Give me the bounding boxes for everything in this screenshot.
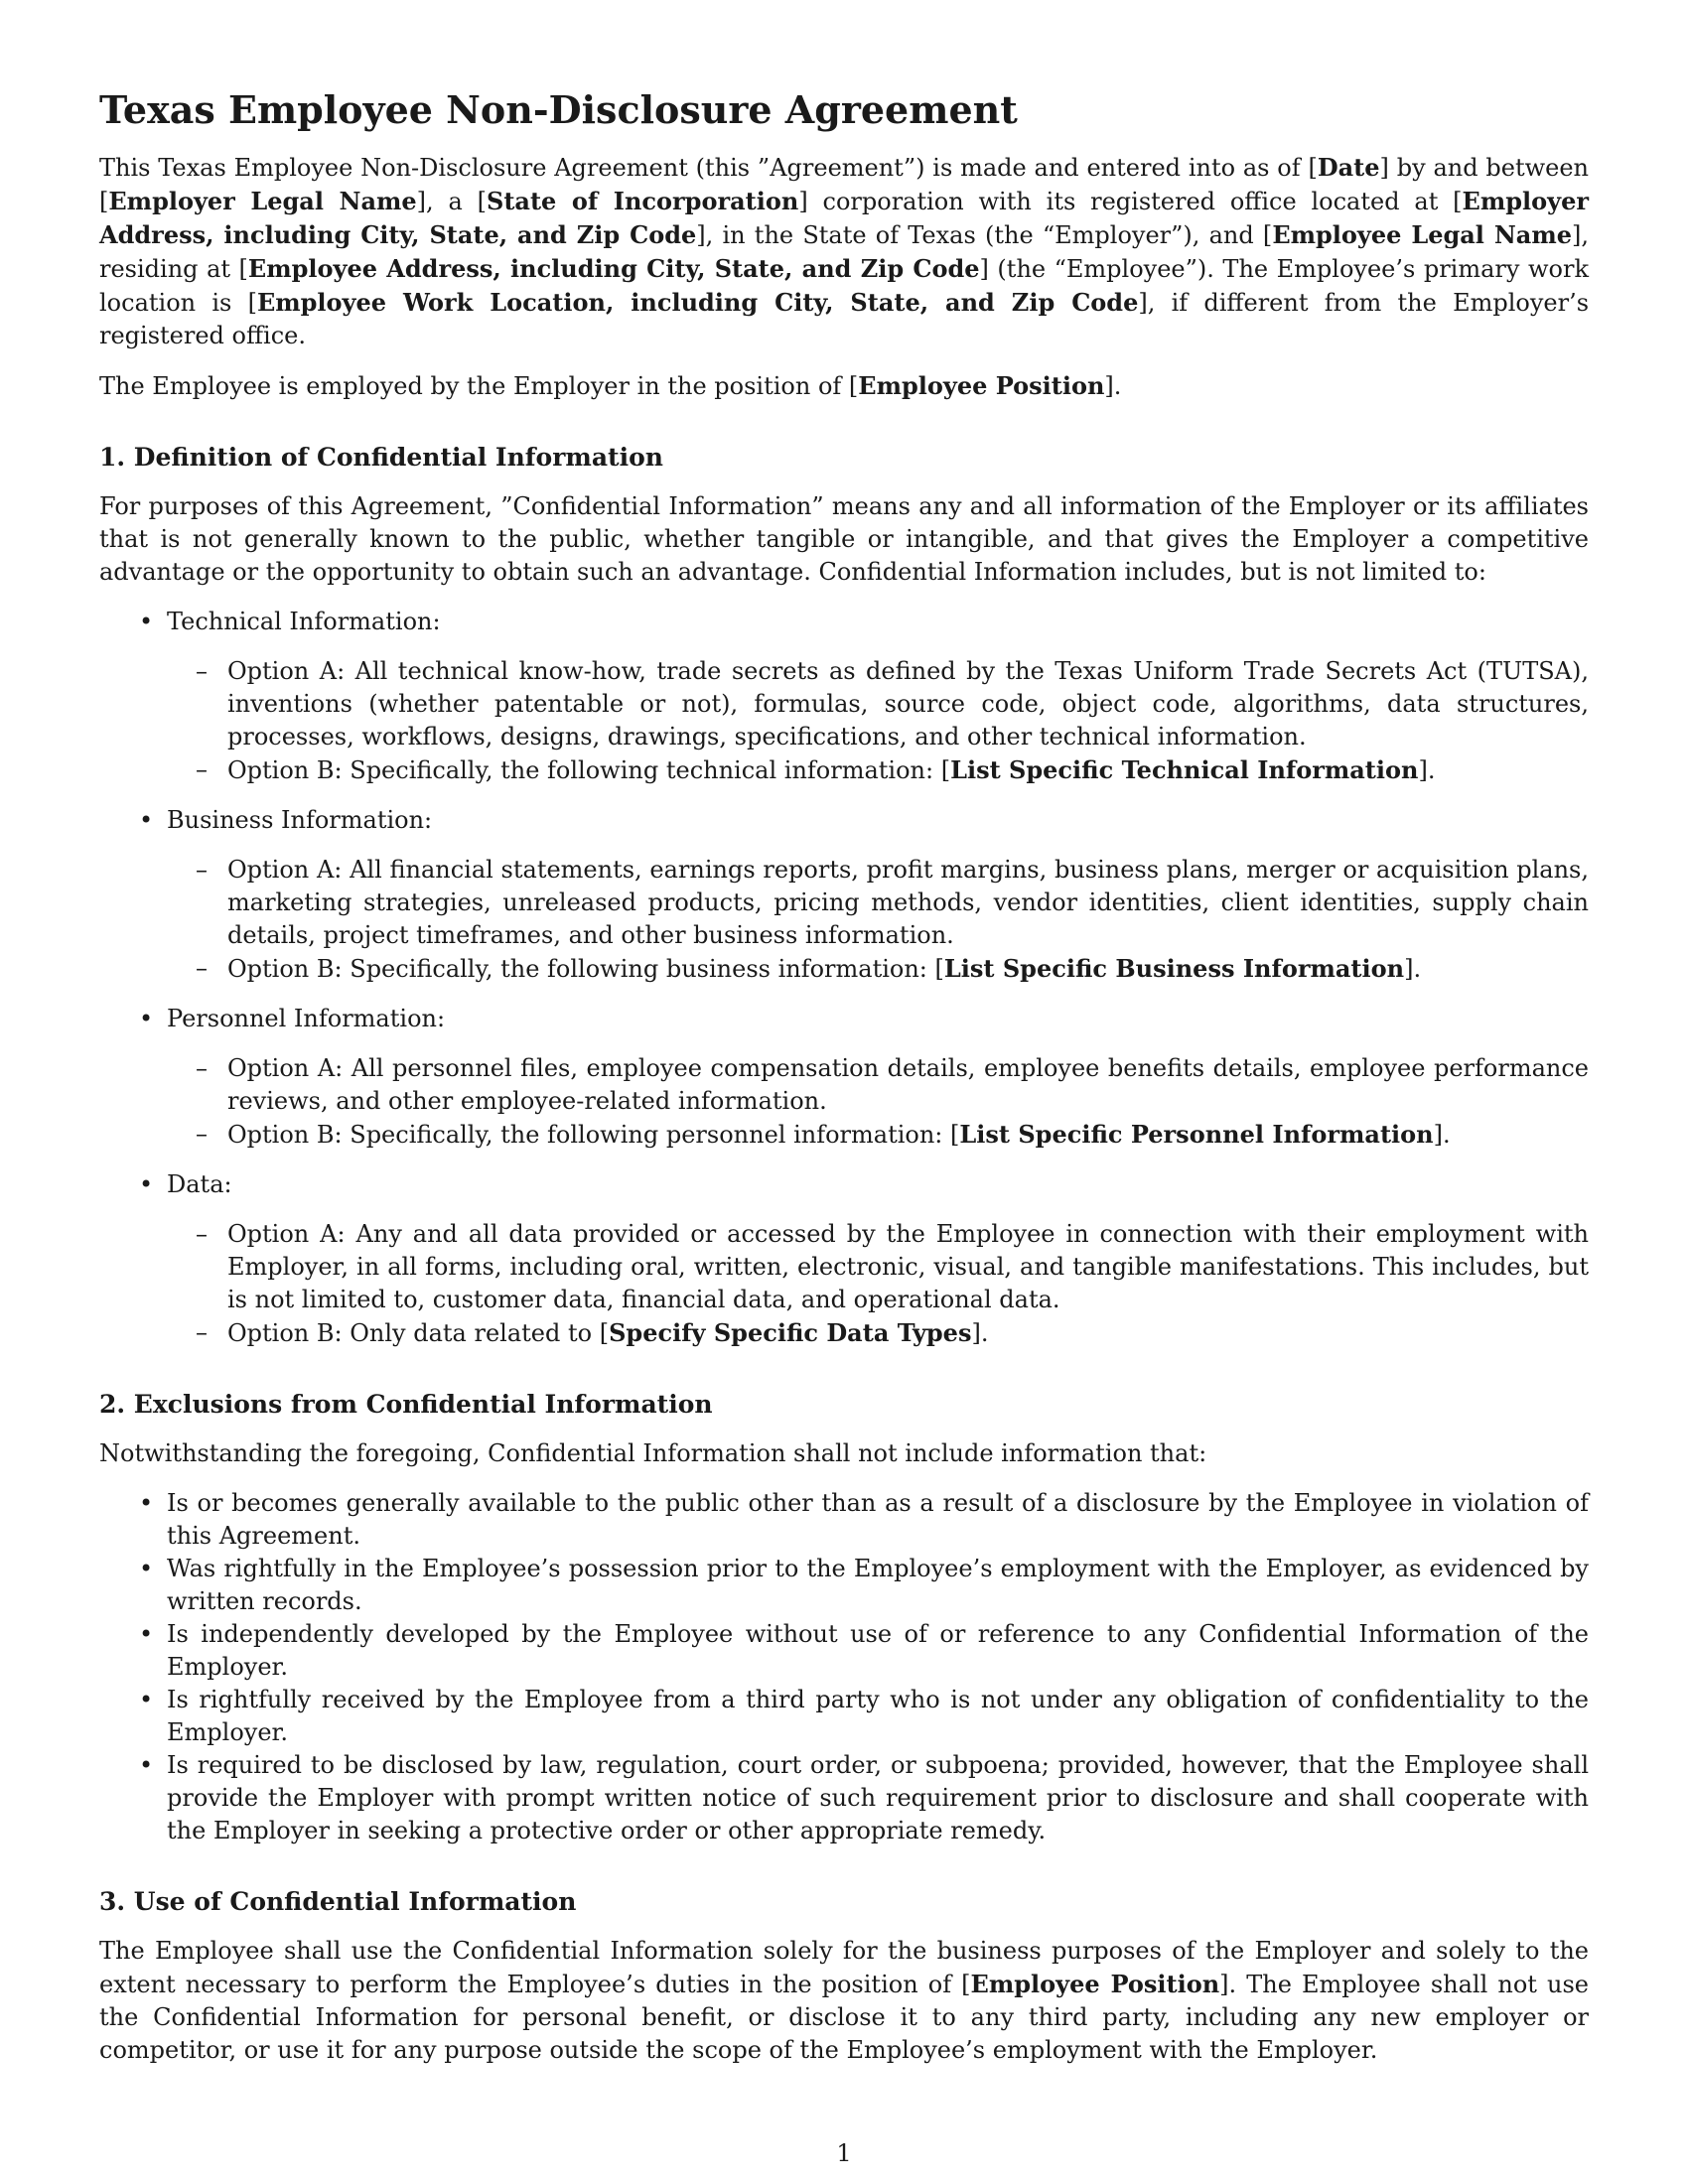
category-item	[139, 1003, 1589, 1152]
employee-position-placeholder: Employee Position	[970, 1970, 1220, 1998]
exclusion-item	[139, 1553, 1589, 1618]
dash-glyph: –	[196, 657, 208, 685]
option-item	[196, 753, 1589, 787]
section-3-text: ]. The Employee shall not use the Confidential Information for personal benefit, or disclose it to any third party, including any new employer or competitor, or use it for any purpose outside the scope of the Employee’s employment with the Employer.	[99, 1971, 1589, 2064]
dash-glyph: –	[196, 755, 208, 783]
dash-glyph: –	[196, 1220, 208, 1248]
dash-glyph: –	[196, 954, 208, 982]
document-body	[99, 87, 1589, 2084]
category-label: Personnel Information:	[167, 1005, 446, 1032]
employer-address-placeholder: Employer Address, including City, State, and Zip Code	[99, 187, 1589, 249]
exclusion-item	[139, 1487, 1589, 1553]
section-2-intro: Notwithstanding the foregoing, Confidential Information shall not include information that:	[99, 1439, 1207, 1467]
option-b-suffix: ].	[1433, 1121, 1451, 1149]
option-b-text: Option B: Only data related to [	[227, 1319, 610, 1347]
option-b-placeholder: List Specific Personnel Information	[959, 1120, 1434, 1149]
category-label: Data:	[167, 1170, 232, 1198]
intro-text: ] (the “Employee”). The Employee’s primary work location is [	[99, 255, 1589, 317]
employee-legal-name-placeholder: Employee Legal Name	[1272, 220, 1572, 249]
exclusion-text: Is required to be disclosed by law, regulation, court order, or subpoena; provided, however, that the Employee shall provide the Employer with prompt written notice of such requirement prior to disclosure and shall cooperate with the Employer in seeking a protective order or other appropriate remedy.	[167, 1751, 1589, 1844]
option-a-text: Option A: All technical know-how, trade secrets as defined by the Texas Uniform Trade Secrets Act (TUTSA), inventions (whether patentable or not), formulas, source code, object code, algorithms, data structures, processes, workflows, designs, drawings, specifications, and other technical information.	[227, 657, 1589, 751]
options-list	[167, 854, 1589, 986]
option-b-placeholder: List Specific Technical Information	[950, 755, 1419, 784]
exclusion-text: Is rightfully received by the Employee from a third party who is not under any obligation of confidentiality to the Employer.	[167, 1686, 1589, 1746]
option-item	[196, 655, 1589, 753]
dash-glyph: –	[196, 1054, 208, 1082]
date-placeholder: Date	[1317, 153, 1380, 182]
employee-position-placeholder: Employee Position	[858, 371, 1105, 400]
option-b-text: Option B: Specifically, the following technical information: [	[227, 756, 951, 784]
confidential-categories-list	[99, 606, 1589, 1350]
state-of-incorporation-placeholder: State of Incorporation	[486, 187, 799, 215]
section-3-paragraph	[99, 1935, 1589, 2067]
option-b-text: Option B: Specifically, the following business information: [	[227, 955, 944, 983]
options-list	[167, 1052, 1589, 1152]
bullet-glyph: •	[139, 1489, 154, 1517]
option-b-placeholder: Specify Specific Data Types	[609, 1318, 972, 1347]
bullet-glyph: •	[139, 1555, 154, 1582]
option-a-text: Option A: Any and all data provided or accessed by the Employee in connection with their employment with Employer, in all forms, including oral, written, electronic, visual, and tangible manifestations. This includes, but is not limited to, customer data, financial data, and operational data.	[227, 1220, 1589, 1313]
category-label: Technical Information:	[167, 608, 441, 635]
exclusion-item	[139, 1684, 1589, 1749]
bullet-glyph: •	[139, 1620, 154, 1648]
exclusions-list	[99, 1487, 1589, 1847]
option-b-suffix: ].	[971, 1319, 989, 1347]
exclusion-text: Is independently developed by the Employee without use of or reference to any Confidential Information of the Employer.	[167, 1620, 1589, 1681]
intro-paragraph	[99, 151, 1589, 352]
option-item	[196, 854, 1589, 952]
option-item	[196, 1052, 1589, 1118]
work-location-placeholder: Employee Work Location, including City, State, and Zip Code	[256, 288, 1139, 317]
option-b-placeholder: List Specific Business Information	[943, 954, 1405, 983]
bullet-glyph: •	[139, 1686, 154, 1713]
section-3-heading: 3. Use of Confidential Information	[99, 1887, 577, 1916]
exclusion-text: Is or becomes generally available to the public other than as a result of a disclosure by the Employee in violation of this Agreement.	[167, 1489, 1589, 1550]
dash-glyph: –	[196, 1120, 208, 1148]
section-1-heading: 1. Definition of Confidential Information	[99, 443, 663, 472]
page-number: 1	[836, 2139, 852, 2167]
options-list	[167, 655, 1589, 787]
section-2-heading: 2. Exclusions from Confidential Information	[99, 1390, 713, 1419]
dash-glyph: –	[196, 1318, 208, 1346]
option-a-text: Option A: All financial statements, earnings reports, profit margins, business plans, merger or acquisition plans, marketing strategies, unreleased products, pricing methods, vendor identities, client identities, supply chain details, project timeframes, and other business information.	[227, 856, 1589, 949]
bullet-glyph: •	[139, 1005, 154, 1032]
employee-address-placeholder: Employee Address, including City, State, and Zip Code	[247, 254, 980, 283]
option-b-text: Option B: Specifically, the following personnel information: [	[227, 1121, 960, 1149]
bullet-glyph: •	[139, 608, 154, 635]
dash-glyph: –	[196, 856, 208, 884]
position-text: ].	[1104, 372, 1122, 400]
options-list	[167, 1218, 1589, 1350]
category-item	[139, 606, 1589, 787]
section-1-intro: For purposes of this Agreement, ”Confidential Information” means any and all information of the Employer or its affiliates that is not generally known to the public, whether tangible or intangible, and that gives the Employer a competitive advantage or the opportunity to obtain such an advantage. Confidential Information includes, but is not limited to:	[99, 492, 1589, 586]
document-title: Texas Employee Non-Disclosure Agreement	[99, 87, 1018, 132]
option-b-suffix: ].	[1418, 756, 1436, 784]
category-item	[139, 804, 1589, 986]
section-3-text: The Employee shall use the Confidential Information solely for the business purposes of the Employer and solely to the extent necessary to perform the Employee’s duties in the position of [	[99, 1937, 1589, 1998]
option-item	[196, 952, 1589, 986]
intro-text: ], a [	[416, 188, 487, 215]
employer-legal-name-placeholder: Employer Legal Name	[108, 187, 417, 215]
intro-text: ], if different from the Employer’s registered office.	[99, 289, 1590, 349]
option-item	[196, 1218, 1589, 1316]
intro-text: This Texas Employee Non-Disclosure Agreement (this ”Agreement”) is made and entered into as of [	[99, 154, 1318, 182]
bullet-glyph: •	[139, 1170, 154, 1198]
position-text: The Employee is employed by the Employer in the position of [	[99, 372, 859, 400]
bullet-glyph: •	[139, 1751, 154, 1779]
exclusion-text: Was rightfully in the Employee’s possession prior to the Employee’s employment with the Employer, as evidenced by written records.	[167, 1555, 1589, 1615]
option-item	[196, 1118, 1589, 1152]
category-label: Business Information:	[167, 806, 433, 834]
option-item	[196, 1316, 1589, 1350]
exclusion-item	[139, 1749, 1589, 1847]
intro-text: ], in the State of Texas (the “Employer”), and [	[696, 221, 1273, 249]
intro-text: ], residing at [	[99, 221, 1589, 283]
intro-text: ] by and between [	[99, 154, 1589, 215]
intro-text: ] corporation with its registered office located at [	[798, 188, 1463, 215]
category-item	[139, 1168, 1589, 1350]
bullet-glyph: •	[139, 806, 154, 834]
exclusion-item	[139, 1618, 1589, 1684]
position-paragraph	[99, 369, 1589, 403]
option-a-text: Option A: All personnel files, employee compensation details, employee benefits details, employee performance reviews, and other employee-related information.	[227, 1054, 1589, 1115]
option-b-suffix: ].	[1404, 955, 1422, 983]
